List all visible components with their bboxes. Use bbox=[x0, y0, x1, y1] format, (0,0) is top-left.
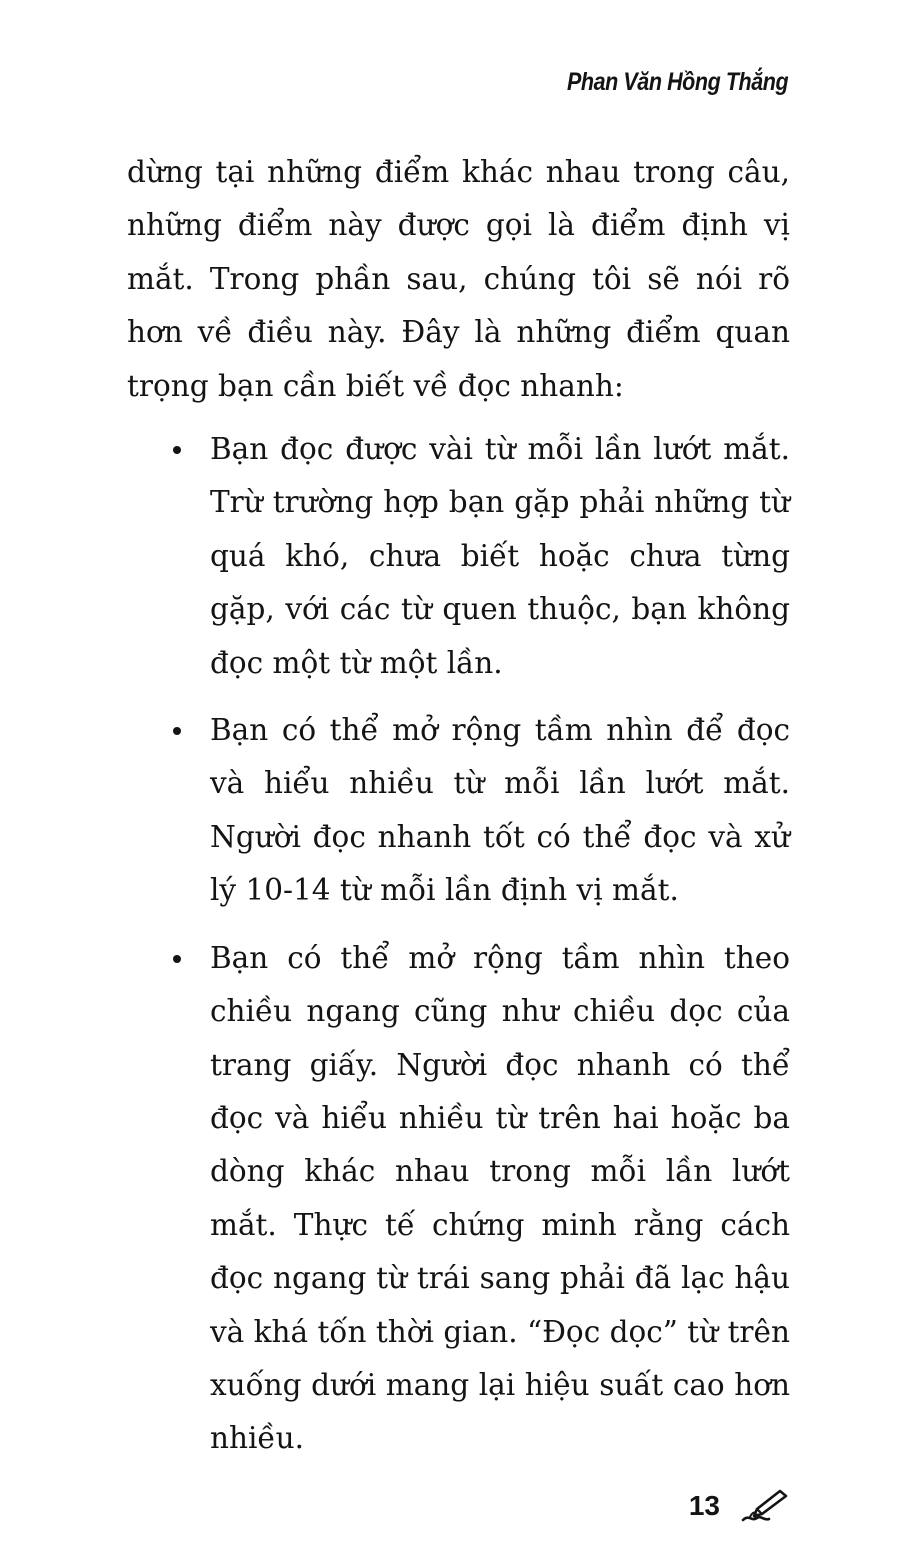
intro-paragraph: dừng tại những điểm khác nhau trong câu, những điểm này được gọi là điểm định vị mắt. Trong phần sau, chúng tôi sẽ nói rõ hơn về điều này. Đây là những điểm quan trọng bạn cần biết về đọc nhanh: bbox=[127, 155, 790, 403]
bullet-item-2 bbox=[127, 704, 790, 918]
bullet-item-3 bbox=[127, 932, 790, 1466]
bullet-text: Bạn có thể mở rộng tầm nhìn theo chiều ngang cũng như chiều dọc của trang giấy. Người đọc nhanh có thể đọc và hiểu nhiều từ trên hai hoặc ba dòng khác nhau trong mỗi lần lướt mắt. Thực tế chứng minh rằng cách đọc ngang từ trái sang phải đã lạc hậu và khá tốn thời gian. “Đọc dọc” từ trên xuống dưới mang lại hiệu suất cao hơn nhiều. bbox=[210, 940, 790, 1456]
running-header-author: Phan Văn Hồng Thắng bbox=[566, 68, 788, 96]
page-number: 13 bbox=[688, 1490, 720, 1521]
bullet-icon bbox=[173, 955, 181, 963]
bullet-icon bbox=[173, 727, 181, 735]
bullet-item-1 bbox=[127, 423, 790, 690]
bullet-icon bbox=[173, 446, 181, 454]
bullet-list bbox=[127, 423, 790, 1466]
bullet-text: Bạn có thể mở rộng tầm nhìn để đọc và hiểu nhiều từ mỗi lần lướt mắt. Người đọc nhanh tốt có thể đọc và xử lý 10-14 từ mỗi lần định vị mắt. bbox=[210, 713, 790, 908]
page-footer bbox=[689, 1488, 788, 1524]
bullet-text: Bạn đọc được vài từ mỗi lần lướt mắt. Trừ trường hợp bạn gặp phải những từ quá khó, chưa biết hoặc chưa từng gặp, với các từ quen thuộc, bạn không đọc một từ một lần. bbox=[210, 432, 790, 680]
pen-writing-icon bbox=[740, 1488, 788, 1524]
page-body bbox=[127, 146, 790, 1466]
